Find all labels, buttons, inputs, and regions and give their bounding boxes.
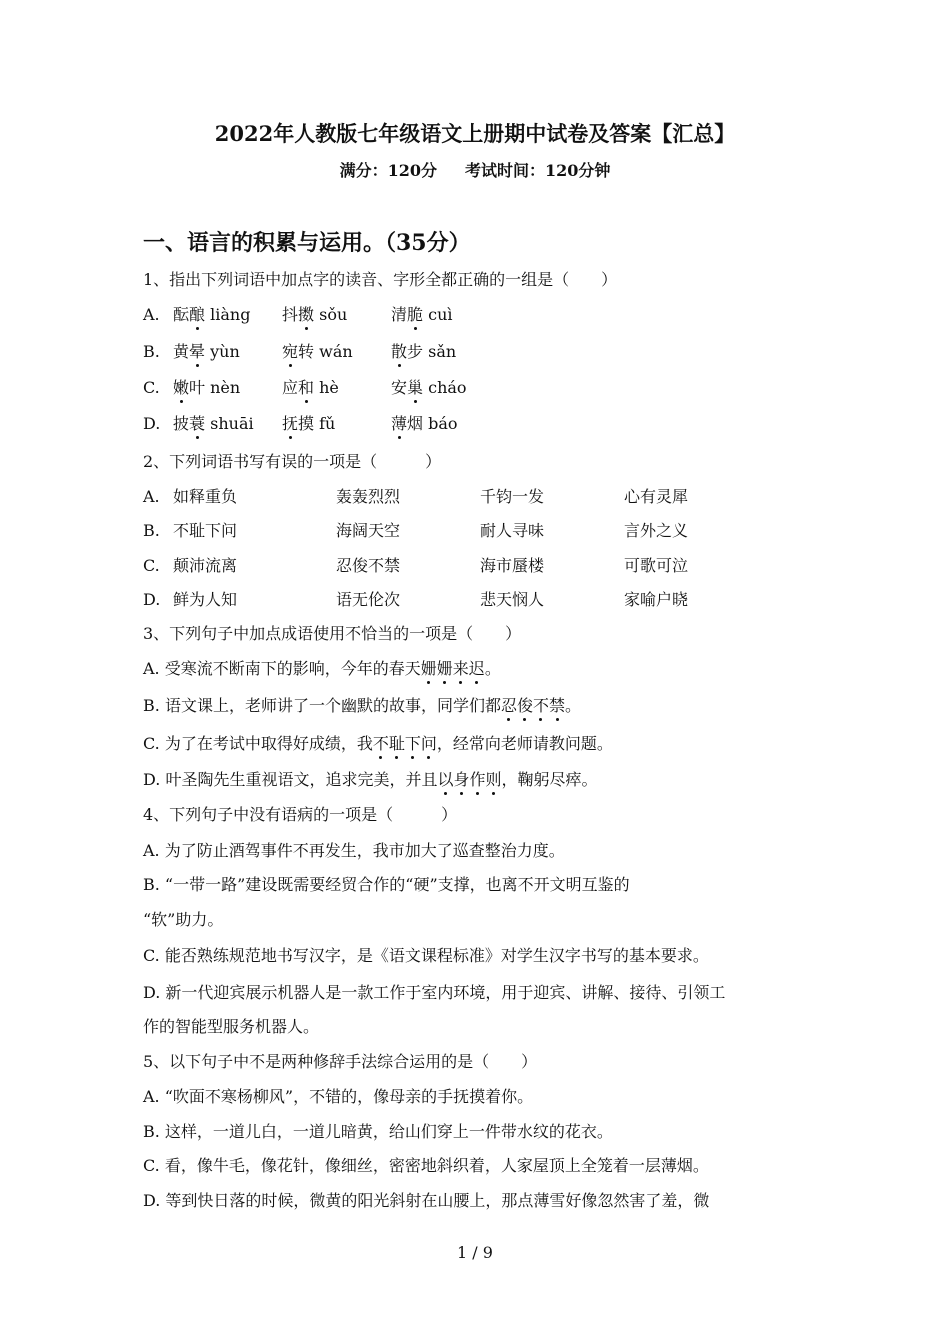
word-with-pinyin [391, 305, 453, 325]
question-4-line: D. 新一代迎宾展示机器人是一款工作于室内环境，用于迎宾、讲解、接待、引领工 [143, 983, 726, 1002]
dotted-char: 耻 [388, 734, 405, 753]
dotted-char: 抚 [282, 414, 299, 433]
word-char: 步 [407, 342, 424, 361]
word-with-pinyin [282, 305, 347, 325]
option-text: 叶圣陶先生重视语文，追求完美，并且 [165, 770, 438, 789]
option-text: 。 [565, 696, 582, 715]
dotted-char: 禁 [549, 696, 566, 715]
dotted-char: 脆 [407, 305, 424, 324]
dotted-char: 嫩 [173, 378, 190, 397]
option-label: A. [143, 487, 160, 506]
section-heading: 一、语言的积累与运用。（35分） [143, 230, 471, 256]
dotted-char: 酿 [189, 305, 206, 324]
dotted-char: 迟 [468, 659, 485, 678]
option-label: D. [143, 770, 166, 789]
word-char: 安 [391, 378, 408, 397]
idiom: 耐人寻味 [480, 521, 545, 540]
idiom: 忍俊不禁 [336, 556, 401, 575]
option-label: C. [143, 734, 165, 753]
dotted-char: 作 [469, 770, 486, 789]
question-5-line: A. “吹面不寒杨柳风”，不错的，像母亲的手抚摸着你。 [143, 1087, 534, 1106]
pinyin: shuāi [205, 414, 254, 433]
option-label: A. [143, 659, 165, 678]
word-char: 酝 [173, 305, 190, 324]
pinyin: fǔ [314, 414, 336, 433]
pinyin: cháo [423, 378, 467, 397]
page-number: 1 / 9 [457, 1243, 493, 1262]
dotted-char: 蓑 [189, 414, 206, 433]
idiom: 海市蜃楼 [480, 556, 545, 575]
dotted-char: 以 [437, 770, 454, 789]
word-with-pinyin [173, 378, 240, 398]
dotted-char: 不 [532, 696, 549, 715]
question-4-line: 作的智能型服务机器人。 [143, 1017, 320, 1036]
question-5-line: D. 等到快日落的时候，微黄的阳光斜射在山腰上，那点薄雪好像忽然害了羞，微 [143, 1191, 710, 1210]
idiom: 千钧一发 [480, 487, 545, 506]
dotted-char: 姗 [420, 659, 437, 678]
option-label: A. [143, 305, 160, 324]
word-char: 黄 [173, 342, 190, 361]
dotted-char: 擞 [298, 305, 315, 324]
question-3-stem: 3、下列句子中加点成语使用不恰当的一项是（ ） [143, 624, 522, 643]
question-5-line: B. 这样，一道儿白，一道儿暗黄，给山们穿上一件带水纹的花衣。 [143, 1122, 613, 1141]
question-4-line: B. “一带一路”建设既需要经贸合作的“硬”支撑，也离不开文明互鉴的 [143, 875, 630, 894]
option-text: 受寒流不断南下的影响，今年的春天 [164, 659, 421, 678]
word-with-pinyin [173, 342, 240, 362]
full-score: 满分：120分 [339, 161, 437, 180]
option-text: ，鞠躬尽瘁。 [501, 770, 598, 789]
word-with-pinyin [282, 414, 335, 434]
dotted-char: 晕 [189, 342, 206, 361]
dotted-char: 则 [485, 770, 502, 789]
word-char: 披 [173, 414, 190, 433]
dotted-char: 宛 [282, 342, 299, 361]
dotted-char: 身 [453, 770, 470, 789]
word-char: 叶 [189, 378, 206, 397]
word-char: 转 [298, 342, 315, 361]
option-text: 语文课上，老师讲了一个幽默的故事，同学们都 [164, 696, 501, 715]
exam-info [0, 158, 950, 181]
pinyin: sǎn [423, 342, 457, 361]
dotted-char: 不 [372, 734, 389, 753]
question-4-line: C. 能否熟练规范地书写汉字，是《语文课程标准》对学生汉字书写的基本要求。 [143, 946, 709, 965]
idiom: 语无伦次 [336, 590, 401, 609]
option-row [143, 659, 501, 679]
dotted-char: 姗 [436, 659, 453, 678]
idiom: 可歌可泣 [624, 556, 689, 575]
question-4-line: A. 为了防止酒驾事件不再发生，我市加大了巡查整治力度。 [143, 841, 565, 860]
word-char: 应 [282, 378, 299, 397]
exam-time: 考试时间：120分钟 [465, 161, 611, 180]
idiom: 悲天悯人 [480, 590, 545, 609]
document-title: 2022年人教版七年级语文上册期中试卷及答案【汇总】 [214, 121, 736, 146]
option-label: D. [143, 414, 161, 433]
question-5-stem: 5、以下句子中不是两种修辞手法综合运用的是（ ） [143, 1052, 538, 1071]
word-with-pinyin [282, 378, 339, 398]
question-1-stem: 1、指出下列词语中加点字的读音、字形全都正确的一组是（ ） [143, 270, 618, 289]
dotted-char: 巢 [407, 378, 424, 397]
question-4-line: “软”助力。 [143, 910, 224, 929]
option-text: 。 [484, 659, 501, 678]
word-with-pinyin [173, 305, 250, 325]
question-4-stem: 4、下列句子中没有语病的一项是（ ） [143, 805, 458, 824]
idiom: 心有灵犀 [624, 487, 689, 506]
dotted-char: 来 [452, 659, 469, 678]
option-label: C. [143, 556, 160, 575]
pinyin: wán [314, 342, 353, 361]
pinyin: nèn [205, 378, 241, 397]
idiom: 海阔天空 [336, 521, 401, 540]
dotted-char: 下 [404, 734, 421, 753]
word-char: 清 [391, 305, 408, 324]
question-2-stem: 2、下列词语书写有误的一项是（ ） [143, 452, 442, 471]
word-char: 摸 [298, 414, 315, 433]
idiom: 鲜为人知 [173, 590, 238, 609]
dotted-char: 问 [420, 734, 437, 753]
idiom: 颠沛流离 [173, 556, 238, 575]
word-with-pinyin [282, 342, 353, 362]
option-label: C. [143, 378, 160, 397]
idiom: 轰轰烈烈 [336, 487, 401, 506]
dotted-char: 俊 [516, 696, 533, 715]
dotted-char: 和 [298, 378, 315, 397]
option-row [143, 734, 613, 754]
dotted-char: 薄 [391, 414, 408, 433]
option-label: B. [143, 342, 160, 361]
idiom: 言外之义 [624, 521, 689, 540]
idiom: 如释重负 [173, 487, 238, 506]
pinyin: hè [314, 378, 339, 397]
word-with-pinyin [391, 414, 458, 434]
pinyin: cuì [423, 305, 453, 324]
idiom: 家喻户晓 [624, 590, 689, 609]
question-5-line: C. 看，像牛毛，像花针，像细丝，密密地斜织着，人家屋顶上全笼着一层薄烟。 [143, 1156, 709, 1175]
pinyin: báo [423, 414, 458, 433]
option-text: 为了在考试中取得好成绩，我 [164, 734, 373, 753]
dotted-char: 散 [391, 342, 408, 361]
pinyin: yùn [205, 342, 240, 361]
option-row [143, 770, 598, 790]
option-label: B. [143, 696, 165, 715]
option-label: D. [143, 590, 161, 609]
word-with-pinyin [391, 342, 456, 362]
dotted-char: 忍 [500, 696, 517, 715]
word-with-pinyin [391, 378, 467, 398]
word-char: 烟 [407, 414, 424, 433]
idiom: 不耻下问 [173, 521, 238, 540]
option-label: B. [143, 521, 160, 540]
option-text: ，经常向老师请教问题。 [436, 734, 613, 753]
pinyin: sǒu [314, 305, 348, 324]
word-with-pinyin [173, 414, 254, 434]
option-row [143, 696, 581, 716]
pinyin: liàng [205, 305, 251, 324]
word-char: 抖 [282, 305, 299, 324]
